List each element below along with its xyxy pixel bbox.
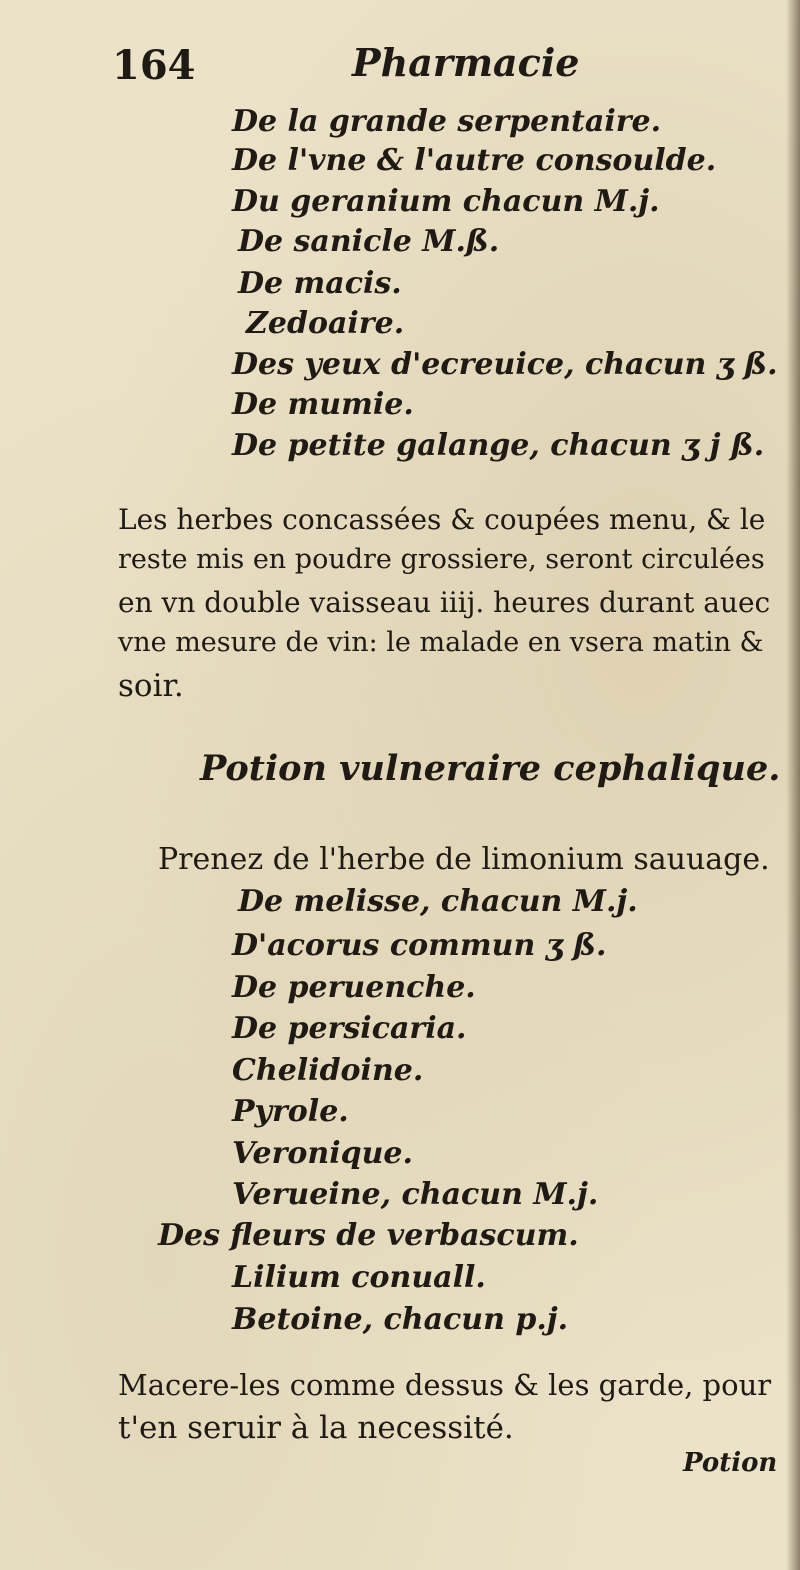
recipe1-line-2: De l'vne & l'autre consoulde. [232, 143, 717, 178]
recipe2-line-4: De peruenche. [232, 970, 476, 1005]
recipe2-line-8: Veronique. [232, 1136, 413, 1171]
page-edge-shadow [786, 0, 800, 1570]
recipe2-line-11: Lilium conuall. [232, 1260, 486, 1295]
recipe1-line-8: De mumie. [232, 387, 414, 422]
recipe2-line-9: Verueine, chacun M.j. [232, 1177, 599, 1212]
recipe2-line-1: Prenez de l'herbe de limonium sauuage. [158, 842, 770, 877]
section-heading: Potion vulneraire cephalique. [200, 748, 781, 789]
recipe1-line-7: Des yeux d'ecreuice, chacun ʒ ß. [232, 347, 778, 382]
running-title: Pharmacie [352, 40, 580, 85]
recipe1-line-3: Du geranium chacun M.j. [232, 184, 660, 219]
recipe1-line-9: De petite galange, chacun ʒ j ß. [232, 428, 765, 463]
paragraph1-line-2: reste mis en poudre grossiere, seront circulées [118, 544, 765, 575]
page-number: 164 [112, 42, 196, 89]
recipe2-line-7: Pyrole. [232, 1094, 349, 1129]
recipe2-line-5: De persicaria. [232, 1011, 467, 1046]
catchword: Potion [683, 1448, 778, 1478]
recipe2-line-6: Chelidoine. [232, 1053, 424, 1088]
recipe1-line-6: Zedoaire. [246, 306, 405, 341]
paragraph1-line-5: soir. [118, 668, 184, 704]
recipe1-line-5: De macis. [238, 266, 402, 301]
recipe2-line-12: Betoine, chacun p.j. [232, 1302, 569, 1337]
recipe2-line-2: De melisse, chacun M.j. [238, 884, 638, 919]
recipe1-line-4: De sanicle M.ß. [238, 224, 500, 259]
recipe2-line-10: Des fleurs de verbascum. [158, 1218, 579, 1253]
paragraph1-line-4: vne mesure de vin: le malade en vsera matin & [118, 627, 764, 658]
recipe2-line-3: D'acorus commun ʒ ß. [232, 928, 607, 963]
paragraph2-line-1: Macere-les comme dessus & les garde, pour [118, 1368, 772, 1402]
recipe1-line-1: De la grande serpentaire. [232, 104, 662, 139]
paragraph2-line-2: t'en seruir à la necessité. [118, 1410, 514, 1446]
paragraph1-line-1: Les herbes concassées & coupées menu, & le [118, 503, 766, 536]
paragraph1-line-3: en vn double vaisseau iiij. heures durant auec [118, 586, 771, 619]
